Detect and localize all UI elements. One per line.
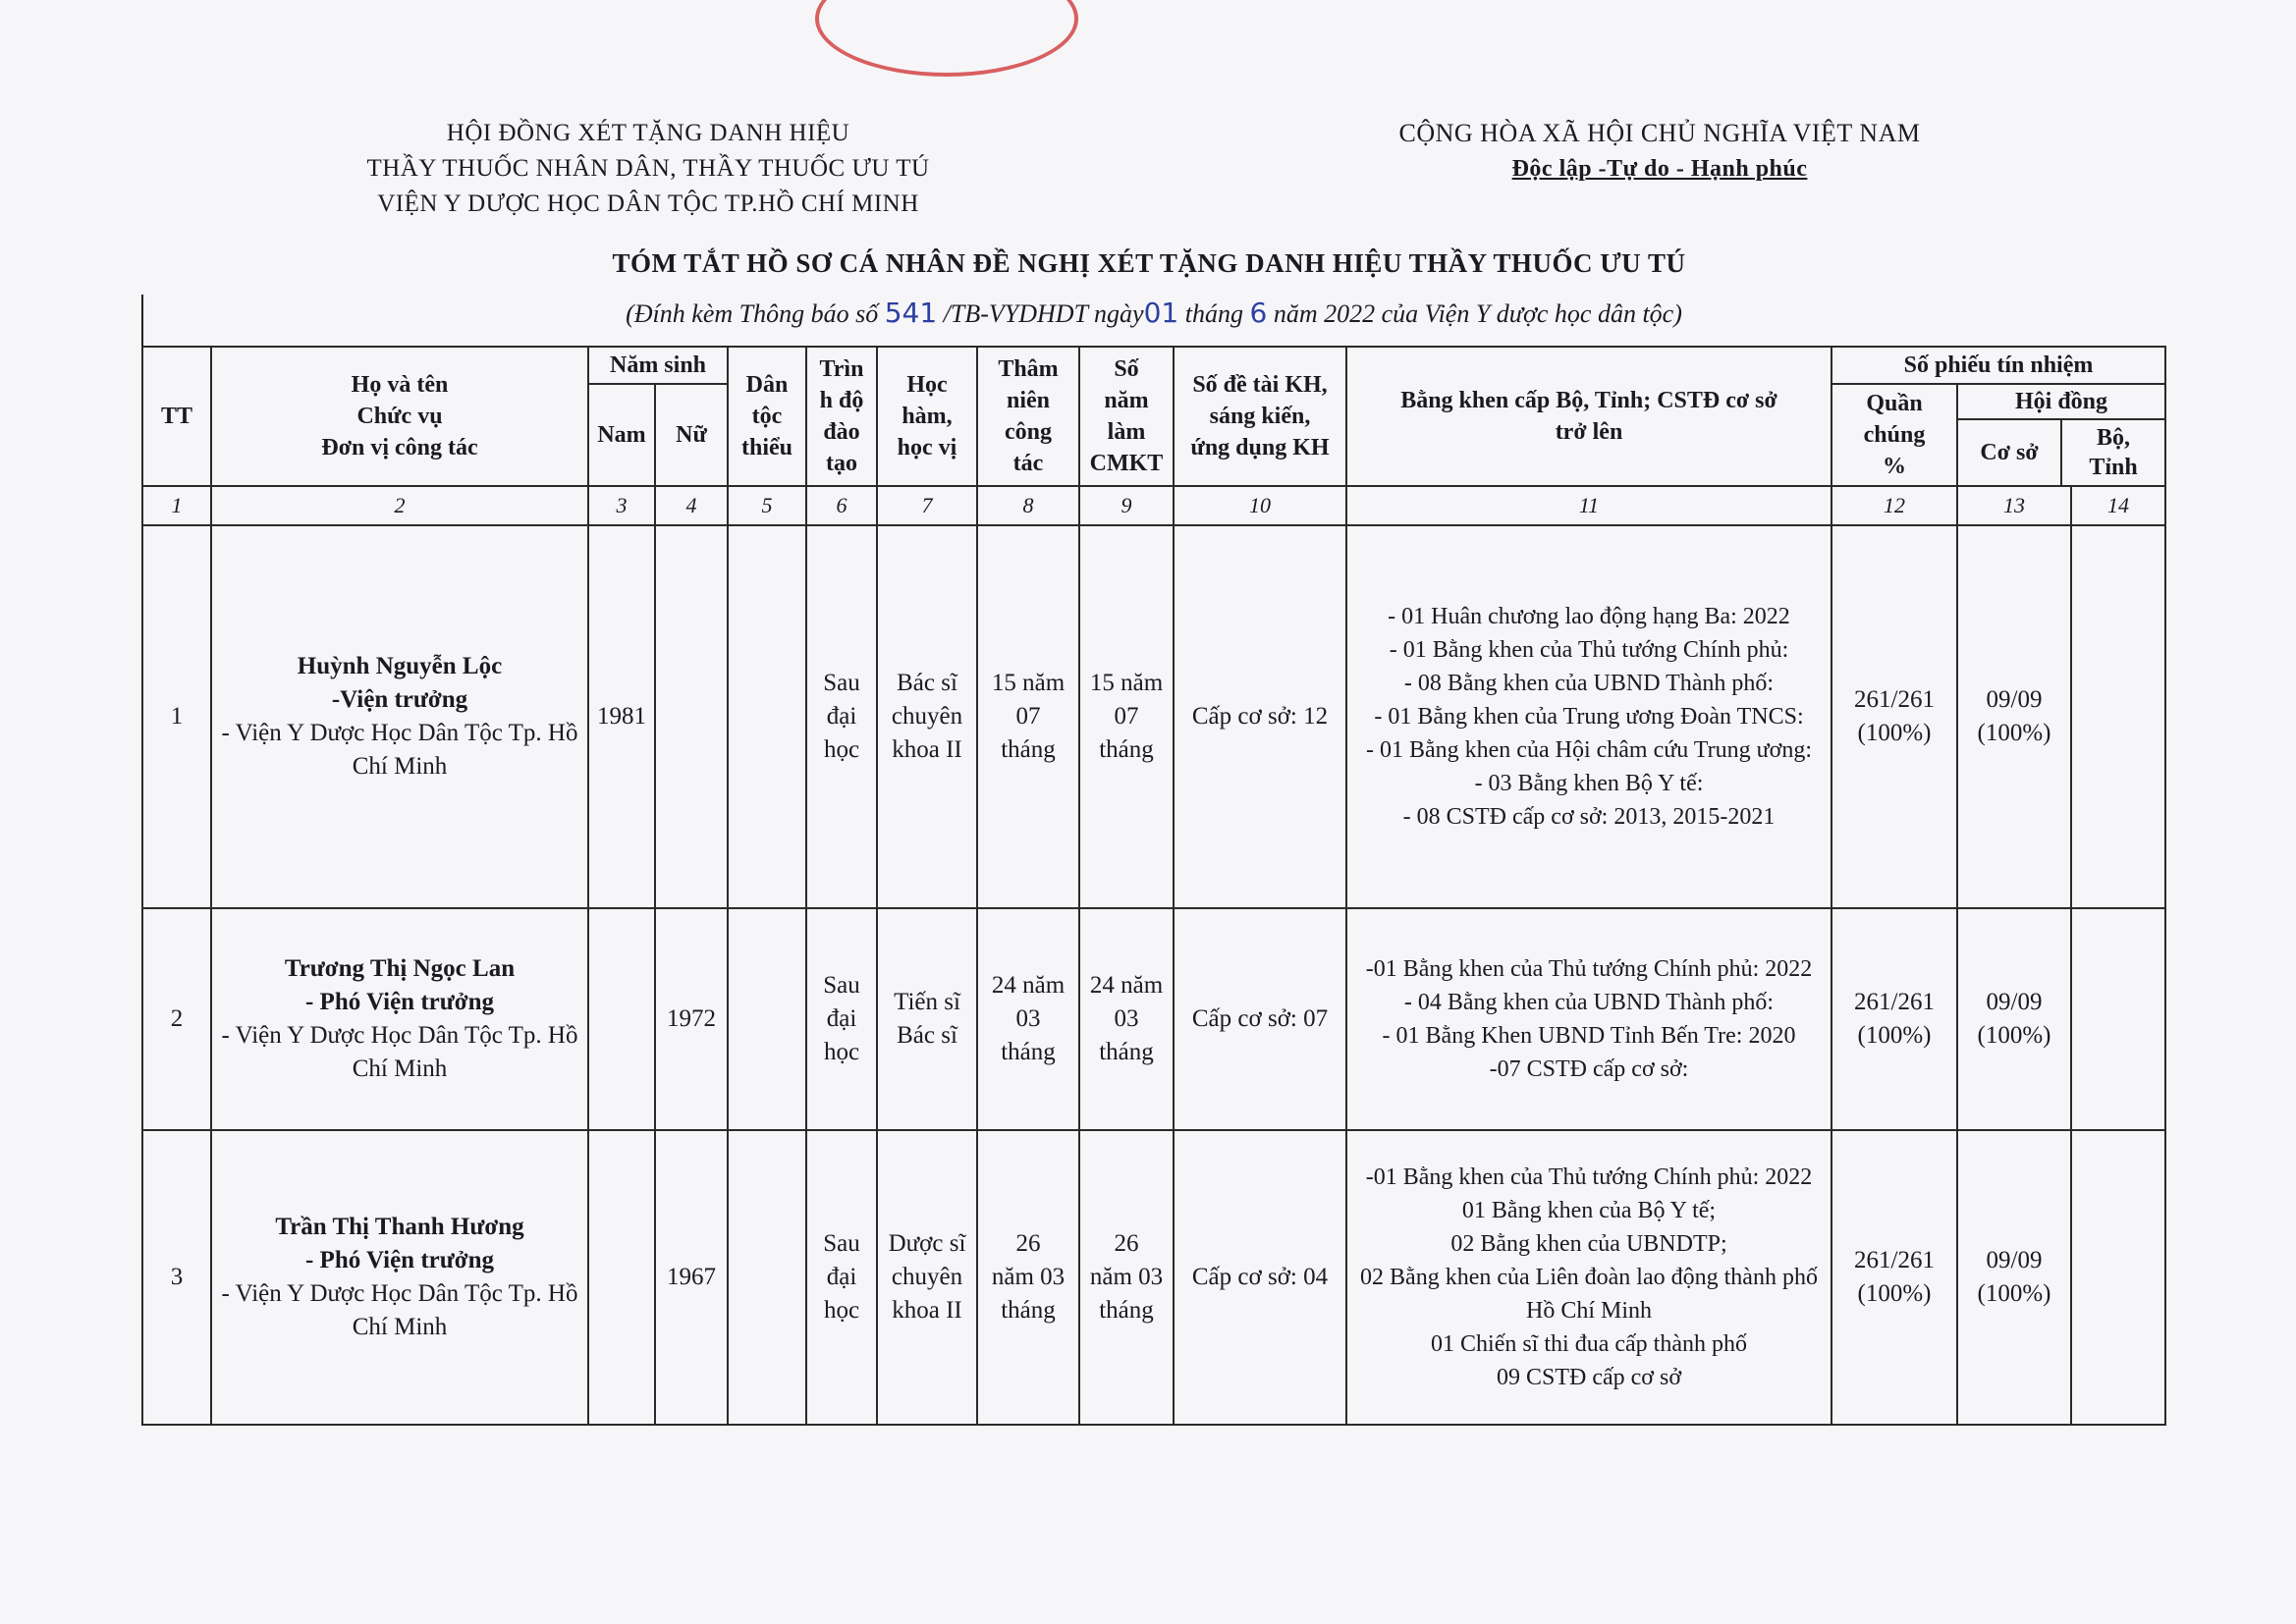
award-item: 09 CSTĐ cấp cơ sở (1496, 1365, 1682, 1390)
cell-line: Tiến sĩ (894, 989, 960, 1015)
cell-line: 15 năm (1089, 670, 1164, 696)
row-ethnic (728, 908, 806, 1130)
cell-line: 09/09 (1986, 686, 2043, 713)
cell-line: học (823, 736, 860, 763)
row-cmkt (1079, 1130, 1174, 1425)
header-line: hàm, (902, 404, 953, 429)
col-num: 4 (655, 486, 728, 525)
candidate-summary-table (141, 346, 2166, 1426)
col-num: 12 (1831, 486, 1957, 525)
cell-line: (100%) (1857, 720, 1932, 746)
header-name (211, 347, 588, 486)
person-name: Huỳnh Nguyễn Lộc (297, 653, 503, 679)
col-num: 8 (977, 486, 1079, 525)
row-person (211, 525, 588, 908)
person-role: - Phó Viện trưởng (304, 989, 495, 1015)
row-research: Cấp cơ sở: 12 (1174, 525, 1346, 908)
header-line: h độ (819, 388, 864, 413)
header-line: Thâm (998, 356, 1059, 382)
row-birth-female: 1967 (655, 1130, 728, 1425)
cell-line: 24 năm (991, 972, 1066, 999)
header-line: Số đề tài KH, (1192, 372, 1328, 398)
header-line: công (1005, 419, 1052, 445)
row-seniority (977, 1130, 1079, 1425)
header-line: chúng (1863, 422, 1926, 448)
header-awards (1346, 347, 1831, 486)
cell-line: tháng (1001, 1039, 1056, 1065)
cell-line: 03 (1015, 1005, 1041, 1032)
subtitle-part-1: (Đính kèm Thông báo số (626, 299, 885, 328)
header-line: làm (1107, 419, 1146, 445)
row-base-votes (1957, 525, 2071, 908)
person-name: Trần Thị Thanh Hương (275, 1214, 524, 1240)
cell-line: 24 năm (1089, 972, 1164, 999)
person-role: - Phó Viện trưởng (304, 1247, 495, 1273)
row-birth-male (588, 1130, 655, 1425)
cell-line: chuyên (891, 1264, 963, 1290)
award-item: - 01 Bằng khen của Hội châm cứu Trung ương: (1366, 737, 1812, 763)
row-person (211, 1130, 588, 1425)
header-council-label: Hội đồng (1958, 385, 2164, 419)
award-item: - 08 CSTĐ cấp cơ sở: 2013, 2015-2021 (1402, 804, 1776, 830)
header-birth-male: Nam (588, 384, 655, 486)
header-line: Số (1114, 356, 1139, 382)
council-line-1: HỘI ĐỒNG XÉT TẶNG DANH HIỆU (446, 120, 850, 146)
person-unit: - Viện Y Dược Học Dân Tộc Tp. Hồ Chí Minh (221, 1022, 578, 1082)
row-birth-male (588, 908, 655, 1130)
header-tt: TT (142, 347, 211, 486)
row-degree (877, 525, 977, 908)
header-name-line: Chức vụ (356, 404, 443, 429)
row-degree (877, 1130, 977, 1425)
council-subtable (1958, 385, 2164, 485)
header-line: Học (906, 372, 948, 398)
header-education (806, 347, 877, 486)
row-public-votes (1831, 525, 1957, 908)
cell-line: năm 03 (991, 1264, 1066, 1290)
header-name-line: Đơn vị công tác (321, 435, 478, 460)
header-line: năm (1104, 388, 1149, 413)
cell-line: Bác sĩ (897, 670, 957, 696)
cell-line: tháng (1001, 1297, 1056, 1324)
row-birth-female: 1972 (655, 908, 728, 1130)
award-item: -07 CSTĐ cấp cơ sở: (1489, 1056, 1689, 1082)
council-line-2: THẦY THUỐC NHÂN DÂN, THẦY THUỐC ƯU TÚ (366, 155, 930, 182)
col-num: 14 (2071, 486, 2165, 525)
table-row (142, 525, 2165, 908)
header-line: Tỉnh (2089, 455, 2138, 480)
row-public-votes (1831, 908, 1957, 1130)
header-birth-female: Nữ (655, 384, 728, 486)
header-degree (877, 347, 977, 486)
header-line: ứng dụng KH (1190, 435, 1330, 460)
row-seniority (977, 525, 1079, 908)
row-seniority (977, 908, 1079, 1130)
award-item: -01 Bằng khen của Thủ tướng Chính phủ: 2022 (1365, 956, 1813, 982)
column-number-row (142, 486, 2165, 525)
row-research: Cấp cơ sở: 04 (1174, 1130, 1346, 1425)
cell-line: đại (826, 1005, 857, 1032)
award-item: - 04 Bằng khen của UBND Thành phố: (1403, 990, 1775, 1015)
person-unit: - Viện Y Dược Học Dân Tộc Tp. Hồ Chí Minh (221, 720, 578, 780)
col-num: 10 (1174, 486, 1346, 525)
person-role: -Viện trưởng (331, 686, 468, 713)
header-research (1174, 347, 1346, 486)
header-line: Trìn (819, 356, 864, 382)
national-title: CỘNG HÒA XÃ HỘI CHỦ NGHĨA VIỆT NAM (1398, 119, 1921, 147)
award-item: 01 Chiến sĩ thi đua cấp thành phố (1431, 1331, 1747, 1357)
cell-line: 09/09 (1986, 1247, 2043, 1273)
row-awards (1346, 908, 1831, 1130)
cell-line: (100%) (1977, 720, 2051, 746)
cell-line: tháng (1099, 736, 1154, 763)
header-line: niên (1006, 388, 1050, 413)
cell-line: Sau (823, 670, 860, 696)
header-line: % (1883, 454, 1906, 479)
col-num: 13 (1957, 486, 2071, 525)
header-line: Dân (745, 372, 789, 398)
col-num: 3 (588, 486, 655, 525)
header-votes-base: Cơ sở (1958, 419, 2061, 485)
subtitle-part-2: /TB-VYDHDT ngày (937, 299, 1144, 328)
row-awards (1346, 525, 1831, 908)
header-line: học vị (897, 435, 957, 460)
cell-line: Bác sĩ (897, 1022, 957, 1049)
red-seal-stamp (815, 0, 1078, 77)
table-row (142, 1130, 2165, 1425)
cell-line: học (823, 1297, 860, 1324)
row-ethnic (728, 525, 806, 908)
award-item: - 01 Bằng Khen UBND Tỉnh Bến Tre: 2020 (1382, 1023, 1796, 1049)
council-line-3: VIỆN Y DƯỢC HỌC DÂN TỘC TP.HỒ CHÍ MINH (377, 190, 919, 217)
person-unit: - Viện Y Dược Học Dân Tộc Tp. Hồ Chí Minh (221, 1280, 578, 1340)
row-research: Cấp cơ sở: 07 (1174, 908, 1346, 1130)
cell-line: (100%) (1977, 1280, 2051, 1307)
cell-line: 261/261 (1854, 989, 1935, 1015)
cell-line: đại (826, 703, 857, 730)
header-line: CMKT (1089, 451, 1164, 476)
row-base-votes (1957, 908, 2071, 1130)
award-item: - 08 Bằng khen của UBND Thành phố: (1403, 671, 1775, 696)
document-subtitle (147, 297, 2160, 329)
col-num: 7 (877, 486, 977, 525)
cell-line: khoa II (892, 736, 962, 763)
row-tt: 3 (142, 1130, 211, 1425)
notice-day: 01 (1143, 297, 1179, 329)
cell-line: đại (826, 1264, 857, 1290)
header-birth-year: Năm sinh (588, 347, 728, 384)
header-line: Quần (1866, 391, 1923, 416)
award-item: 02 Bằng khen của UBNDTP; (1450, 1231, 1727, 1257)
cell-line: 09/09 (1986, 989, 2043, 1015)
col-num: 6 (806, 486, 877, 525)
national-header (1355, 116, 1964, 187)
header-line: trở lên (1555, 419, 1623, 445)
cell-line: (100%) (1857, 1280, 1932, 1307)
cell-line: khoa II (892, 1297, 962, 1324)
cell-line: 261/261 (1854, 1247, 1935, 1273)
header-line: Bộ, (2096, 425, 2130, 451)
header-line: Bằng khen cấp Bộ, Tỉnh; CSTĐ cơ sở (1400, 388, 1777, 413)
header-line: sáng kiến, (1209, 404, 1311, 429)
header-seniority (977, 347, 1079, 486)
notice-month: 6 (1249, 297, 1268, 329)
cell-line: Sau (823, 972, 860, 999)
row-public-votes (1831, 1130, 1957, 1425)
row-birth-female (655, 525, 728, 908)
header-votes-public (1831, 384, 1957, 486)
header-ethnic (728, 347, 806, 486)
cell-line: (100%) (1857, 1022, 1932, 1049)
table-frame-line (141, 295, 143, 350)
row-tt: 2 (142, 908, 211, 1130)
award-item: -01 Bằng khen của Thủ tướng Chính phủ: 2022 (1365, 1164, 1813, 1190)
col-num: 1 (142, 486, 211, 525)
table-row (142, 908, 2165, 1130)
header-votes-ministry (2061, 419, 2164, 485)
document-title: TÓM TẮT HỒ SƠ CÁ NHÂN ĐỀ NGHỊ XÉT TẶNG DANH HIỆU THẦY THUỐC ƯU TÚ (612, 248, 1686, 278)
row-person (211, 908, 588, 1130)
row-awards (1346, 1130, 1831, 1425)
cell-line: tháng (1099, 1297, 1154, 1324)
cell-line: Sau (823, 1230, 860, 1257)
header-votes-council (1957, 384, 2165, 486)
row-degree (877, 908, 977, 1130)
row-birth-male: 1981 (588, 525, 655, 908)
col-num: 9 (1079, 486, 1174, 525)
award-item: - 01 Bằng khen của Trung ương Đoàn TNCS: (1374, 704, 1804, 730)
award-item: - 01 Bằng khen của Thủ tướng Chính phủ: (1389, 637, 1789, 663)
col-num: 11 (1346, 486, 1831, 525)
row-base-votes (1957, 1130, 2071, 1425)
row-ministry-votes (2071, 908, 2165, 1130)
cell-line: 07 (1015, 703, 1041, 730)
header-line: tộc (751, 404, 783, 429)
row-ethnic (728, 1130, 806, 1425)
row-education (806, 1130, 877, 1425)
row-cmkt (1079, 908, 1174, 1130)
cell-line: 26 (1114, 1230, 1139, 1257)
row-cmkt (1079, 525, 1174, 908)
award-item: - 03 Bằng khen Bộ Y tế: (1474, 771, 1704, 796)
cell-line: Dược sĩ (888, 1230, 966, 1257)
row-tt: 1 (142, 525, 211, 908)
col-num: 5 (728, 486, 806, 525)
col-num: 2 (211, 486, 588, 525)
header-line: đào (823, 419, 860, 445)
issuing-council-header (314, 116, 982, 222)
row-education (806, 525, 877, 908)
subtitle-part-3: tháng (1178, 299, 1250, 328)
row-ministry-votes (2071, 525, 2165, 908)
award-item: 02 Bằng khen của Liên đoàn lao động thành phố Hồ Chí Minh (1360, 1265, 1818, 1324)
header-cmkt (1079, 347, 1174, 486)
cell-line: chuyên (891, 703, 963, 730)
header-line: tác (1012, 451, 1044, 476)
cell-line: 03 (1114, 1005, 1139, 1032)
cell-line: năm 03 (1089, 1264, 1164, 1290)
cell-line: 261/261 (1854, 686, 1935, 713)
cell-line: học (823, 1039, 860, 1065)
subtitle-part-4: năm 2022 của Viện Y dược học dân tộc) (1267, 299, 1682, 328)
award-item: 01 Bằng khen của Bộ Y tế; (1461, 1198, 1717, 1223)
notice-number: 541 (884, 297, 938, 329)
cell-line: tháng (1001, 736, 1056, 763)
award-item: - 01 Huân chương lao động hạng Ba: 2022 (1388, 604, 1790, 629)
cell-line: 15 năm (991, 670, 1066, 696)
header-name-line: Họ và tên (351, 372, 449, 398)
header-line: thiểu (740, 435, 793, 460)
national-motto: Độc lập -Tự do - Hạnh phúc (1511, 156, 1808, 182)
header-votes: Số phiếu tín nhiệm (1831, 347, 2165, 384)
row-education (806, 908, 877, 1130)
cell-line: 26 (1015, 1230, 1041, 1257)
cell-line: tháng (1099, 1039, 1154, 1065)
header-line: tạo (826, 451, 857, 476)
row-ministry-votes (2071, 1130, 2165, 1425)
person-name: Trương Thị Ngọc Lan (284, 955, 516, 982)
cell-line: 07 (1114, 703, 1139, 730)
cell-line: (100%) (1977, 1022, 2051, 1049)
